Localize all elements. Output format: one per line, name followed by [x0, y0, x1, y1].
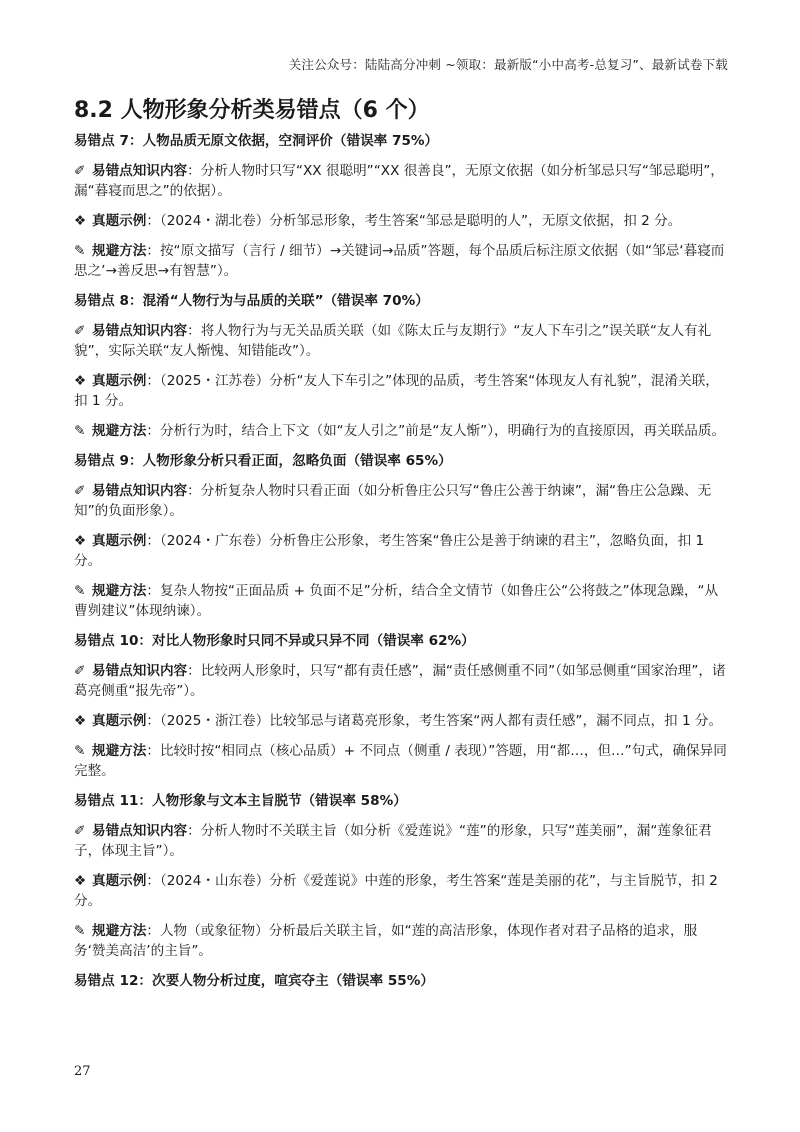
error-item-8	[74, 291, 728, 441]
item-heading: 易错点 10：对比人物形象时只同不异或只异不同（错误率 62%）	[74, 633, 475, 649]
method-label: 规避方法	[92, 583, 147, 599]
example-label: 真题示例	[92, 373, 147, 389]
knowledge-label: 易错点知识内容	[92, 823, 188, 839]
example-label: 真题示例	[92, 533, 147, 549]
example-paragraph	[74, 371, 728, 411]
pencil-icon: ✐	[74, 323, 86, 339]
error-item-11	[74, 791, 728, 961]
item-heading: 易错点 7：人物品质无原文依据，空洞评价（错误率 75%）	[74, 133, 439, 149]
method-label: 规避方法	[92, 743, 147, 759]
method-text: ：分析行为时，结合上下文（如“友人引之”前是“友人惭”），明确行为的直接原因，再关联品质。	[146, 423, 726, 439]
example-text: ：（2024・湖北卷）分析邹忌形象，考生答案“邹忌是聪明的人”，无原文依据，扣 2 分。	[146, 213, 682, 229]
example-paragraph	[74, 211, 728, 231]
example-label: 真题示例	[92, 713, 147, 729]
example-label: 真题示例	[92, 873, 147, 889]
method-paragraph	[74, 581, 728, 621]
diamond-icon: ❖	[74, 873, 87, 889]
knowledge-paragraph	[74, 161, 728, 201]
knowledge-label: 易错点知识内容	[92, 323, 188, 339]
edit-icon: ✎	[74, 743, 86, 759]
knowledge-label: 易错点知识内容	[92, 163, 188, 179]
method-paragraph	[74, 241, 728, 281]
pencil-icon: ✐	[74, 823, 86, 839]
pencil-icon: ✐	[74, 163, 86, 179]
knowledge-label: 易错点知识内容	[92, 483, 188, 499]
diamond-icon: ❖	[74, 533, 87, 549]
edit-icon: ✎	[74, 583, 86, 599]
item-heading: 易错点 8：混淆“人物行为与品质的关联”（错误率 70%）	[74, 293, 429, 309]
diamond-icon: ❖	[74, 213, 87, 229]
edit-icon: ✎	[74, 243, 86, 259]
method-paragraph	[74, 921, 728, 961]
example-paragraph	[74, 711, 728, 731]
method-text: ：复杂人物按“正面品质 + 负面不足”分析，结合全文情节（如鲁庄公“公将鼓之”体现急躁，“从曹刿建议”体现纳谏）。	[74, 583, 719, 619]
method-label: 规避方法	[92, 423, 147, 439]
example-text: ：（2024・山东卷）分析《爱莲说》中莲的形象，考生答案“莲是美丽的花”，与主旨脱节，扣 2 分。	[74, 873, 718, 909]
knowledge-text: ：比较两人形象时，只写“都有责任感”，漏“责任感侧重不同”（如邹忌侧重“国家治理”，诸葛亮侧重“报先帝”）。	[74, 663, 726, 699]
pencil-icon: ✐	[74, 663, 86, 679]
knowledge-text: ：分析复杂人物时只看正面（如分析鲁庄公只写“鲁庄公善于纳谏”，漏“鲁庄公急躁、无知”的负面形象）。	[74, 483, 712, 519]
method-paragraph	[74, 741, 728, 781]
knowledge-text: ：将人物行为与无关品质关联（如《陈太丘与友期行》“友人下车引之”误关联“友人有礼貌”，实际关联“友人惭愧、知错能改”）。	[74, 323, 712, 359]
knowledge-paragraph	[74, 661, 728, 701]
pencil-icon: ✐	[74, 483, 86, 499]
method-text: ：比较时按“相同点（核心品质）+ 不同点（侧重 / 表现）”答题，用“都…，但…”句式，确保异同完整。	[74, 743, 727, 779]
knowledge-label: 易错点知识内容	[92, 663, 188, 679]
diamond-icon: ❖	[74, 373, 87, 389]
section-title: 8.2 人物形象分析类易错点（6 个）	[74, 98, 430, 123]
item-heading: 易错点 11：人物形象与文本主旨脱节（错误率 58%）	[74, 793, 407, 809]
example-paragraph	[74, 871, 728, 911]
example-label: 真题示例	[92, 213, 147, 229]
page-header: 关注公众号：陆陆高分冲刺 ~领取：最新版“小中高考-总复习”、最新试卷下载	[288, 57, 728, 72]
content-body	[74, 131, 728, 1001]
example-paragraph	[74, 531, 728, 571]
diamond-icon: ❖	[74, 713, 87, 729]
knowledge-paragraph	[74, 321, 728, 361]
error-item-7	[74, 131, 728, 281]
knowledge-text: ：分析人物时只写“XX 很聪明”“XX 很善良”，无原文依据（如分析邹忌只写“邹忌聪明”，漏“暮寝而思之”的依据）。	[74, 163, 724, 199]
example-text: ：（2025・江苏卷）分析“友人下车引之”体现的品质，考生答案“体现友人有礼貌”，混淆关联，扣 1 分。	[74, 373, 719, 409]
error-item-10	[74, 631, 728, 781]
method-text: ：按“原文描写（言行 / 细节）→关键词→品质”答题，每个品质后标注原文依据（如“邹忌‘暮寝而思之’→善反思→有智慧”）。	[74, 243, 725, 279]
method-label: 规避方法	[92, 923, 147, 939]
knowledge-text: ：分析人物时不关联主旨（如分析《爱莲说》“莲”的形象，只写“莲美丽”，漏“莲象征君子，体现主旨”）。	[74, 823, 712, 859]
knowledge-paragraph	[74, 821, 728, 861]
edit-icon: ✎	[74, 923, 86, 939]
item-heading: 易错点 9：人物形象分析只看正面，忽略负面（错误率 65%）	[74, 453, 452, 469]
method-paragraph	[74, 421, 728, 441]
method-text: ：人物（或象征物）分析最后关联主旨，如“莲的高洁形象，体现作者对君子品格的追求，服务‘赞美高洁’的主旨”。	[74, 923, 698, 959]
page-number: 27	[74, 1064, 91, 1079]
example-text: ：（2025・浙江卷）比较邹忌与诸葛亮形象，考生答案“两人都有责任感”，漏不同点，扣 1 分。	[146, 713, 723, 729]
knowledge-paragraph	[74, 481, 728, 521]
method-label: 规避方法	[92, 243, 147, 259]
item-heading-12: 易错点 12：次要人物分析过度，喧宾夺主（错误率 55%）	[74, 973, 434, 989]
error-item-9	[74, 451, 728, 621]
example-text: ：（2024・广东卷）分析鲁庄公形象，考生答案“鲁庄公是善于纳谏的君主”，忽略负面，扣 1 分。	[74, 533, 705, 569]
edit-icon: ✎	[74, 423, 86, 439]
